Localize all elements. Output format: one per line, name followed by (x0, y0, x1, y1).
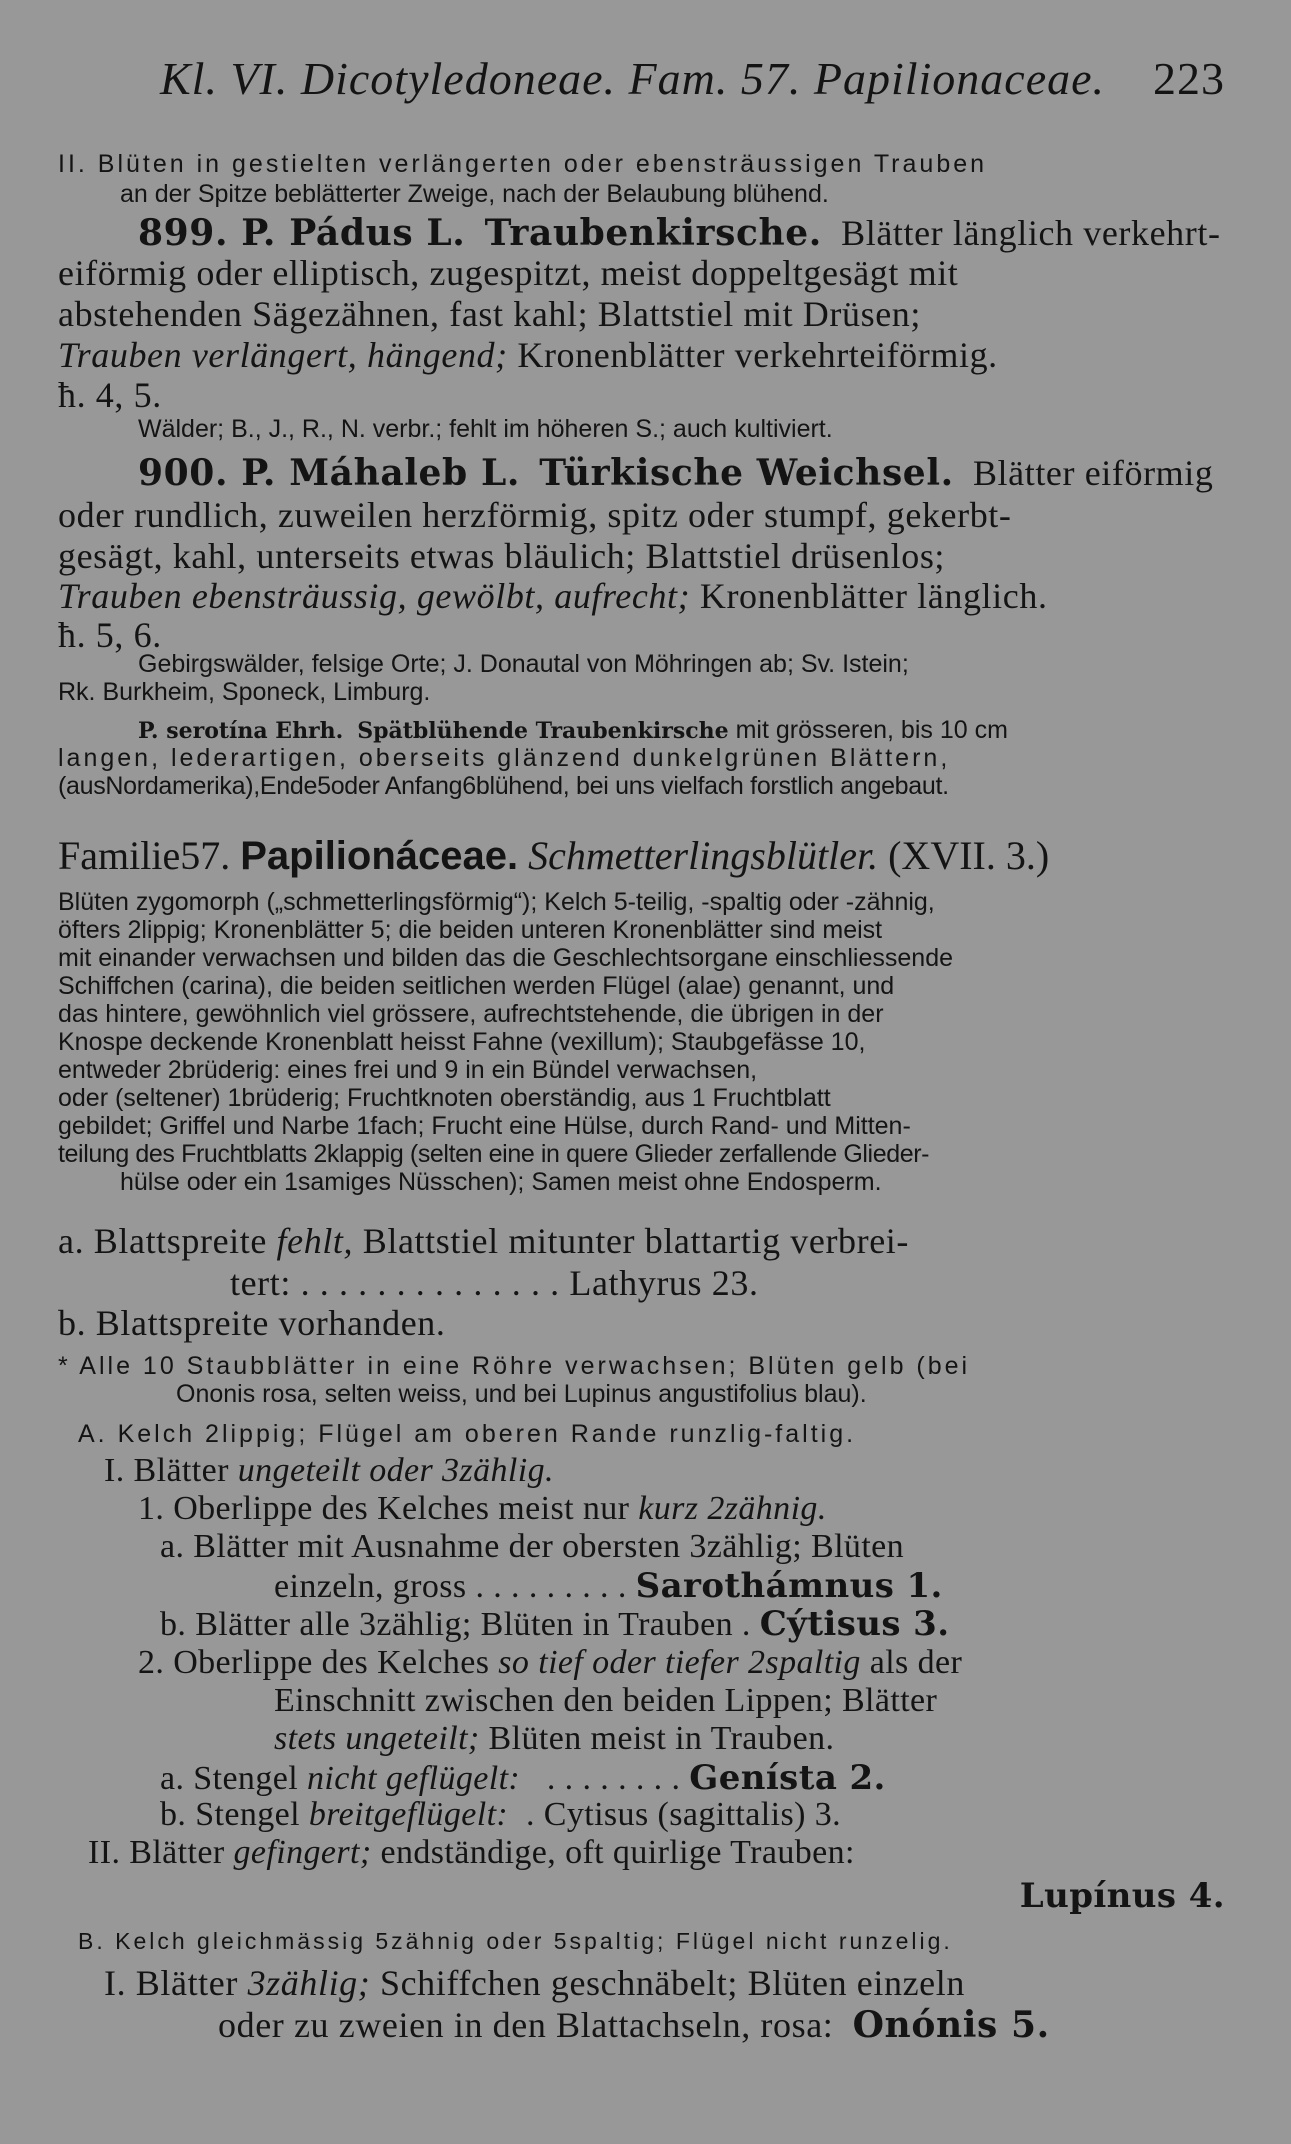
key-italic: stets ungeteilt; (274, 1720, 480, 1757)
family-german-name: Schmetterlingsblütler. (528, 833, 879, 878)
key-II-result (1020, 1876, 1225, 1916)
family-desc-line: teilung des Fruchtblatts 2klappig (selten eine in quere Glieder zerfallende Glieder- (58, 1140, 930, 1168)
key-text: a. Blattspreite (58, 1221, 267, 1261)
species-900-text: Blätter eiförmig (972, 453, 1214, 493)
section-heading-line: an der Spitze beblätterter Zweige, nach der Belaubung blühend. (120, 180, 829, 208)
serotina-line: langen, lederartigen, oberseits glänzend dunkelgrünen Blättern, (58, 744, 951, 772)
genus-cytisus: Cýtisus 3. (759, 1604, 950, 1644)
serotina-name: P. serotína Ehrh. (138, 718, 344, 744)
genus-genista: Genísta 2. (689, 1758, 886, 1798)
species-900-line: ħ. 5, 6. (58, 615, 162, 655)
species-900-line: gesägt, kahl, unterseits etwas bläulich; Blattstiel drüsenlos; (58, 536, 946, 576)
key-BI-cont (218, 2004, 1050, 2046)
species-899-line: abstehenden Sägezähnen, fast kahl; Blattstiel mit Drüsen; (58, 294, 921, 334)
genus-ononis: Onónis 5. (852, 2004, 1050, 2046)
key-text: . Cytisus (sagittalis) 3. (525, 1796, 842, 1833)
serotina-line (138, 716, 1008, 745)
key-1a-line: a. Blätter mit Ausnahme der obersten 3zählig; Blüten (160, 1528, 905, 1565)
key-line-b: b. Blattspreite vorhanden. (58, 1303, 446, 1343)
key-text: einzeln, gross . . . . . . . . . (274, 1568, 627, 1605)
species-900-name: Türkische Weichsel. (539, 452, 954, 494)
family-desc-line: mit einander verwachsen und bilden das die Geschlechtsorgane einschliessende (58, 944, 953, 972)
key-leader: . . . . . . . . (546, 1760, 681, 1797)
key-text: 2. Oberlippe des Kelches (138, 1644, 490, 1681)
species-900-number: 900. P. Máhaleb L. (138, 452, 520, 494)
key-text: II. Blätter (88, 1834, 225, 1871)
key-A-line: A. Kelch 2lippig; Flügel am oberen Rande runzlig-faltig. (78, 1420, 857, 1448)
key-1-line (138, 1490, 827, 1528)
key-italic: so tief oder tiefer 2spaltig (498, 1644, 861, 1681)
key-text: I. Blätter (104, 1963, 238, 2003)
key-line-a-cont: tert: . . . . . . . . . . . . . . Lathyrus 23. (230, 1263, 759, 1303)
genus-lupinus: Lupínus 4. (1019, 1876, 1225, 1916)
species-899-number: 899. P. Pádus L. (138, 212, 466, 254)
family-desc-line: gebildet; Griffel und Narbe 1fach; Frucht eine Hülse, durch Rand- und Mitten- (58, 1112, 911, 1140)
species-899-line: eiförmig oder elliptisch, zugespitzt, meist doppeltgesägt mit (58, 253, 959, 293)
key-II-line (88, 1834, 855, 1872)
family-desc-line: das hintere, gewöhnlich viel grössere, aufrechtstehende, die übrigen in der (58, 1000, 884, 1028)
family-desc-line: entweder 2brüderig: eines frei und 9 in ein Bündel verwachsen, (58, 1056, 758, 1084)
key-text: Schiffchen geschnäbelt; Blüten einzeln (379, 1963, 965, 2003)
key-text: endständige, oft quirlige Trauben: (380, 1834, 855, 1871)
section-heading-line: II. Blüten in gestielten verlängerten oder ebensträussigen Trauben (58, 150, 988, 178)
species-900-line (58, 575, 1048, 617)
page-number: 223 (1153, 53, 1225, 104)
family-desc-line: hülse oder ein 1samiges Nüsschen); Samen meist ohne Endosperm. (120, 1168, 882, 1196)
species-900-habitat: Gebirgswälder, felsige Orte; J. Donautal von Möhringen ab; Sv. Istein; (138, 650, 909, 678)
species-899-text: Blätter länglich verkehrt- (841, 213, 1221, 253)
key-star-line: Ononis rosa, selten weiss, und bei Lupinus angustifolius blau). (176, 1380, 867, 1408)
key-2a-line (160, 1758, 886, 1798)
species-900-habitat: Rk. Burkheim, Sponeck, Limburg. (58, 678, 431, 706)
key-text: 1. Oberlippe des Kelches meist nur (138, 1490, 630, 1527)
key-italic: 3zählig; (247, 1963, 371, 2003)
species-899-text: Kronenblätter verkehrteiförmig. (517, 335, 998, 375)
family-desc-line: Blüten zygomorph („schmetterlingsförmig“); Kelch 5-teilig, -spaltig oder -zähnig, (58, 888, 935, 916)
serotina-common: Spätblühende Traubenkirsche (357, 718, 729, 744)
family-desc-line: oder (seltener) 1brüderig; Fruchtknoten oberständig, aus 1 Fruchtblatt (58, 1084, 831, 1112)
family-desc-line: öfters 2lippig; Kronenblätter 5; die beiden unteren Kronenblätter sind meist (58, 916, 883, 944)
key-2-cont: Einschnitt zwischen den beiden Lippen; Blätter (274, 1682, 938, 1719)
species-899-name: Traubenkirsche. (484, 212, 822, 254)
serotina-text: mit grösseren, bis 10 cm (735, 716, 1008, 744)
running-title: Kl. VI. Dicotyledoneae. Fam. 57. Papilionaceae. (160, 53, 1106, 104)
key-italic: ungeteilt oder 3zählig. (237, 1452, 554, 1489)
key-text: Blattstiel mitunter blattartig verbrei- (362, 1221, 909, 1261)
running-header (160, 52, 1225, 105)
key-B-line: B. Kelch gleichmässig 5zähnig oder 5spaltig; Flügel nicht runzelig. (78, 1928, 953, 1954)
species-899-line: ħ. 4, 5. (58, 375, 162, 415)
species-900-text: Kronenblätter länglich. (699, 576, 1048, 616)
family-class: (XVII. 3.) (888, 833, 1050, 878)
species-899-line (138, 212, 1221, 254)
key-I-line (104, 1452, 554, 1490)
family-lead: Familie57. (58, 833, 231, 878)
key-1a-cont (274, 1566, 943, 1606)
family-name: Papilionáceae. (240, 834, 519, 878)
species-899-line (58, 334, 998, 376)
key-2b-line (160, 1796, 841, 1834)
key-italic: fehlt, (276, 1221, 354, 1261)
key-star-line: * Alle 10 Staubblätter in eine Röhre verwachsen; Blüten gelb (bei (58, 1352, 971, 1380)
key-text: b. Stengel (160, 1796, 300, 1833)
species-899-italic: Trauben verlängert, hängend; (58, 335, 508, 375)
key-italic: gefingert; (233, 1834, 372, 1871)
key-2-line (138, 1644, 962, 1682)
key-line-a (58, 1220, 909, 1262)
key-2-cont (274, 1720, 834, 1758)
key-text: oder zu zweien in den Blattachseln, rosa: (218, 2005, 834, 2045)
family-desc-line: Schiffchen (carina), die beiden seitlichen werden Flügel (alae) genannt, und (58, 972, 895, 1000)
key-1b-line (160, 1604, 949, 1644)
key-text: als der (869, 1644, 963, 1681)
species-899-habitat: Wälder; B., J., R., N. verbr.; fehlt im höheren S.; auch kultiviert. (138, 415, 833, 443)
species-900-italic: Trauben ebensträussig, gewölbt, aufrecht; (58, 576, 691, 616)
family-desc-line: Knospe deckende Kronenblatt heisst Fahne (vexillum); Staubgefässe 10, (58, 1028, 866, 1056)
key-text: I. Blätter (104, 1452, 229, 1489)
family-heading (58, 832, 1049, 879)
species-900-line: oder rundlich, zuweilen herzförmig, spitz oder stumpf, gekerbt- (58, 495, 1012, 535)
genus-sarothamnus: Sarothámnus 1. (635, 1566, 943, 1606)
key-BI-line (104, 1962, 965, 2004)
key-text: a. Stengel (160, 1760, 299, 1797)
species-900-line (138, 452, 1213, 494)
key-italic: breitgeflügelt: (308, 1796, 509, 1833)
key-text: b. Blätter alle 3zählig; Blüten in Trauben . (160, 1606, 751, 1643)
key-italic: nicht geflügelt: (306, 1760, 521, 1797)
key-italic: kurz 2zähnig. (638, 1490, 827, 1527)
serotina-line: (ausNordamerika),Ende5oder Anfang6blühend, bei uns vielfach forstlich angebaut. (58, 772, 949, 800)
key-text: Blüten meist in Trauben. (488, 1720, 835, 1757)
